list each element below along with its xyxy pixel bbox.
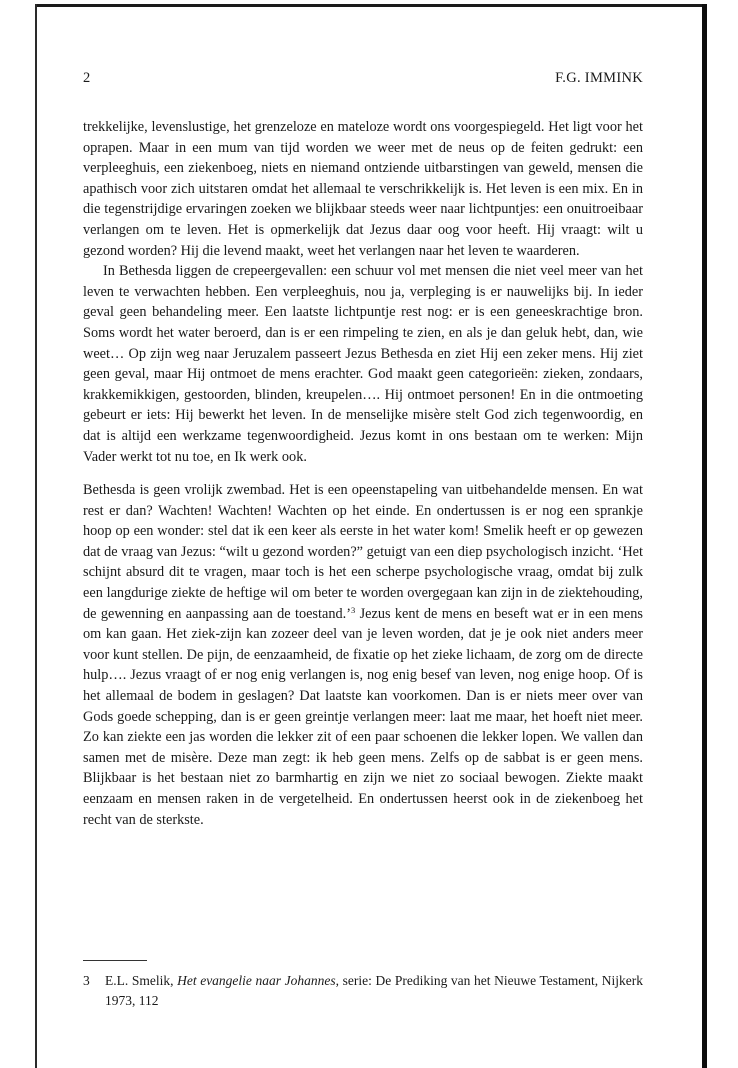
footnote-author: E.L. Smelik, xyxy=(105,973,178,988)
footnote-title: Het evangelie naar Johannes xyxy=(177,973,336,988)
footnote-rest: , serie: De Prediking van het Nieuwe Testament, Nijkerk 1973, 112 xyxy=(105,973,643,1008)
body-text xyxy=(83,117,643,830)
scan-border-top xyxy=(35,4,706,7)
page-header xyxy=(83,70,643,90)
page-number: 2 xyxy=(83,70,91,86)
footnote-body xyxy=(105,971,643,1010)
paragraph-3-text-after: Jezus kent de mens en beseft wat er in een mens om kan gaan. Het ziek-zijn kan zozeer deel van je leven worden, dat je je ook niet anders meer voor kunt stellen. De pijn, de eenzaamheid, de fixatie op het zieke lichaam, de zorg om de directe hulp…. Jezus vraagt of er nog enig verlangen is, nog enig besef van leven, nog enige hoop. Of is het allemaal de bodem in geslagen? Dat laatste kan voorkomen. Dan is er niets meer over van Gods goede schepping, dan is er geen greintje verlangen meer: laat me maar, het hoeft niet meer. Zo kan ziekte een jas worden die lekker zit of een paar schoenen die lekker lopen. We vallen dan samen met de misère. Deze man zegt: ik heb geen mens. Zelfs op de sabbat is er geen mens. Blijkbaar is het bestaan niet zo barmhartig en zijn we niet zo sociaal bewogen. Ziekte maakt eenzaam en mensen raken in de vergetelheid. En ondertussen heerst ook in de ziekenboeg het recht van de sterkste. xyxy=(83,605,643,828)
paragraph-2: In Bethesda liggen de crepeergevallen: een schuur vol met mensen die niet veel meer van het leven te verwachten hebben. Een verpleeghuis, nou ja, verpleging is er nauwelijks bij. In ieder geval geen behandeling meer. Een laatste lichtpuntje rest nog: er is een geneeskrachtige bron. Soms wordt het water beroerd, dan is er een rimpeling te zien, en als je dan geluk hebt, dan, wie weet… Op zijn weg naar Jeruzalem passeert Jezus Bethesda en ziet Hij een zeker mens. Hij ziet geen geval, maar Hij ontmoet de mens erachter. God maakt geen categorieën: zieken, zondaars, krakkemikkigen, gestoorden, blinden, kreupelen…. Hij ontmoet personen! En in die ontmoeting gebeurt er iets: Hij bewerkt het leven. In de menselijke misère stelt God zich tegenwoordig, en dat is altijd een werkzame tegenwoordigheid. Jezus komt in ons bestaan om te werken: Mijn Vader werkt tot nu toe, en Ik werk ook. xyxy=(83,263,643,465)
running-head: F.G. IMMINK xyxy=(555,70,643,86)
paragraph-1: trekkelijke, levenslustige, het grenzeloze en mateloze wordt ons voorgespiegeld. Het ligt voor het oprapen. Maar in een mum van tijd worden we weer met de neus op de feiten gedrukt: een verpleeghuis, een ziekenboeg, niets en niemand ontziende uitbarstingen van geweld, mensen die apathisch voor zich uitstaren omdat het allemaal te verschrikkelijk is. Het leven is een mix. En in die tegenstrijdige ervaringen zoeken we blijkbaar steeds weer naar lichtpuntjes: een onuitroeibaar verlangen om te leven. Het is opmerkelijk dat Jezus daar oog voor heeft. Hij vraagt: wilt u gezond worden? Hij die levend maakt, weet het verlangen naar het leven te waarderen. xyxy=(83,119,643,259)
footnote-rule xyxy=(83,960,147,961)
scan-border-left xyxy=(35,4,37,1068)
footnote xyxy=(83,971,643,1010)
scan-border-right xyxy=(702,4,707,1068)
paragraph-3-text-before: Bethesda is geen vrolijk zwembad. Het is een opeenstapeling van uitbehandelde mensen. En wat rest er dan? Wachten! Wachten! Wachten op het einde. En ondertussen is er nog een sprankje hoop op een wonder: stel dat ik een keer als eerste in het water kom! Smelik heeft er op gewezen dat de vraag van Jezus: “wilt u gezond worden?” getuigt van een diep psychologisch inzicht. ‘Het schijnt absurd dit te vragen, maar toch is het een scherpe psychologische vraag, omdat bij zulk een langdurige ziekte de heftige wil om beter te worden overgegaan kan zijn in de ziektehouding, de gewenning en aanpassing aan de toestand.’ xyxy=(83,482,643,622)
footnote-number: 3 xyxy=(83,973,90,988)
footnote-ref[interactable]: 3 xyxy=(350,604,356,615)
paragraph-3 xyxy=(83,480,643,830)
